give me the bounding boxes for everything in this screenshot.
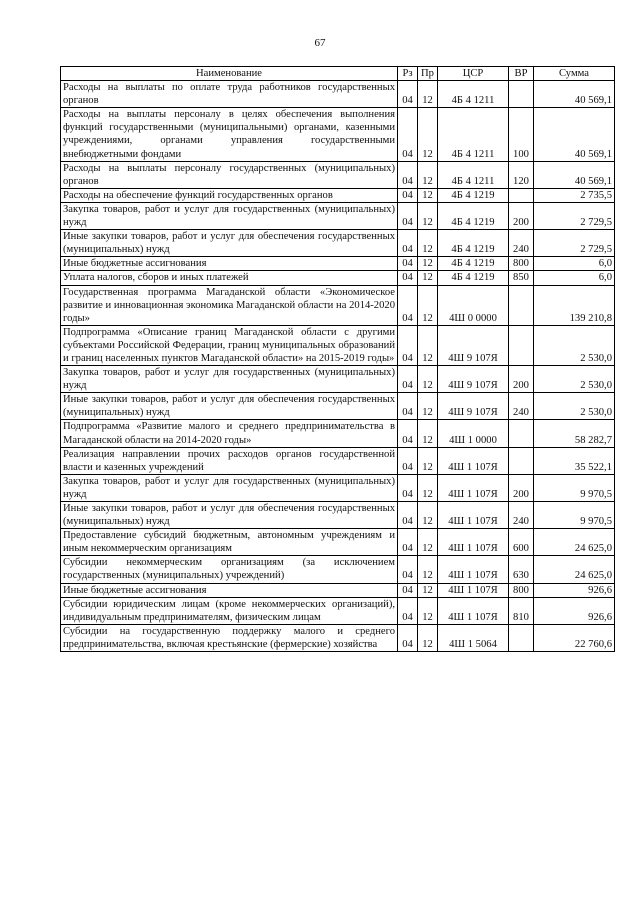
table-row	[61, 583, 615, 597]
table-row	[61, 188, 615, 202]
cell-pr: 12	[418, 81, 438, 108]
table-row	[61, 285, 615, 325]
header-rz: Рз	[398, 67, 418, 81]
cell-sum: 2 530,0	[534, 366, 615, 393]
cell-pr: 12	[418, 447, 438, 474]
cell-name: Иные закупки товаров, работ и услуг для обеспечения государственных (муниципальных) нужд	[61, 393, 398, 420]
cell-name: Закупка товаров, работ и услуг для государственных (муниципальных) нужд	[61, 474, 398, 501]
cell-pr: 12	[418, 583, 438, 597]
cell-vr: 810	[509, 597, 534, 624]
cell-vr	[509, 325, 534, 365]
cell-rz: 04	[398, 366, 418, 393]
cell-vr: 200	[509, 202, 534, 229]
table-row	[61, 161, 615, 188]
table-row	[61, 230, 615, 257]
cell-sum: 2 729,5	[534, 230, 615, 257]
cell-rz: 04	[398, 188, 418, 202]
table-row	[61, 271, 615, 285]
cell-pr: 12	[418, 474, 438, 501]
cell-name: Субсидии некоммерческим организациям (за исключением государственных (муниципальных) учреждений)	[61, 556, 398, 583]
cell-sum: 6,0	[534, 271, 615, 285]
table-row	[61, 202, 615, 229]
table-row	[61, 393, 615, 420]
cell-csr: 4Ш 1 5064	[438, 624, 509, 651]
cell-sum: 2 735,5	[534, 188, 615, 202]
cell-pr: 12	[418, 271, 438, 285]
cell-csr: 4Ш 1 107Я	[438, 556, 509, 583]
cell-sum: 24 625,0	[534, 556, 615, 583]
cell-name: Реализация направлении прочих расходов органов государственной власти и казенных учреждений	[61, 447, 398, 474]
cell-pr: 12	[418, 502, 438, 529]
header-sum: Сумма	[534, 67, 615, 81]
table-header-row	[61, 67, 615, 81]
cell-vr	[509, 420, 534, 447]
cell-vr	[509, 81, 534, 108]
budget-table	[60, 66, 615, 652]
cell-vr: 240	[509, 502, 534, 529]
cell-rz: 04	[398, 583, 418, 597]
cell-name: Субсидии юридическим лицам (кроме некоммерческих организаций), индивидуальным предпринимателям, физическим лицам	[61, 597, 398, 624]
cell-pr: 12	[418, 257, 438, 271]
cell-sum: 2 729,5	[534, 202, 615, 229]
cell-sum: 22 760,6	[534, 624, 615, 651]
header-csr: ЦСР	[438, 67, 509, 81]
cell-csr: 4Ш 1 107Я	[438, 447, 509, 474]
cell-rz: 04	[398, 447, 418, 474]
cell-csr: 4Ш 1 107Я	[438, 474, 509, 501]
cell-csr: 4Б 4 1211	[438, 161, 509, 188]
cell-name: Расходы на выплаты персоналу государственных (муниципальных) органов	[61, 161, 398, 188]
cell-csr: 4Б 4 1219	[438, 188, 509, 202]
cell-pr: 12	[418, 624, 438, 651]
cell-vr: 200	[509, 474, 534, 501]
table-row	[61, 325, 615, 365]
cell-rz: 04	[398, 624, 418, 651]
table-row	[61, 529, 615, 556]
cell-pr: 12	[418, 325, 438, 365]
cell-pr: 12	[418, 202, 438, 229]
header-vr: ВР	[509, 67, 534, 81]
cell-name: Расходы на выплаты персоналу в целях обеспечения выполнения функций государственными (муниципальными) органами, казенными учреждениями, органами управления государственными внебюджетными фондами	[61, 108, 398, 161]
cell-vr: 100	[509, 108, 534, 161]
cell-pr: 12	[418, 556, 438, 583]
cell-name: Субсидии на государственную поддержку малого и среднего предпринимательства, включая крестьянские (фермерские) хозяйства	[61, 624, 398, 651]
header-name: Наименование	[61, 67, 398, 81]
table-row	[61, 597, 615, 624]
cell-sum: 2 530,0	[534, 325, 615, 365]
cell-name: Подпрограмма «Развитие малого и среднего предпринимательства в Магаданской области на 2014-2020 годы»	[61, 420, 398, 447]
cell-sum: 139 210,8	[534, 285, 615, 325]
cell-pr: 12	[418, 161, 438, 188]
cell-vr	[509, 188, 534, 202]
cell-sum: 2 530,0	[534, 393, 615, 420]
cell-csr: 4Ш 1 107Я	[438, 583, 509, 597]
cell-name: Подпрограмма «Описание границ Магаданской области с другими субъектами Российской Федерации, границ муниципальных образований и границ населенных пунктов Магаданской области» на 2015-2019 годы»	[61, 325, 398, 365]
cell-vr: 800	[509, 583, 534, 597]
cell-pr: 12	[418, 366, 438, 393]
cell-vr: 800	[509, 257, 534, 271]
cell-csr: 4Ш 9 107Я	[438, 366, 509, 393]
cell-rz: 04	[398, 81, 418, 108]
cell-csr: 4Ш 1 107Я	[438, 597, 509, 624]
cell-csr: 4Б 4 1219	[438, 230, 509, 257]
cell-rz: 04	[398, 325, 418, 365]
cell-name: Иные закупки товаров, работ и услуг для обеспечения государственных (муниципальных) нужд	[61, 230, 398, 257]
cell-sum: 40 569,1	[534, 161, 615, 188]
table-row	[61, 502, 615, 529]
cell-csr: 4Б 4 1211	[438, 108, 509, 161]
cell-sum: 9 970,5	[534, 502, 615, 529]
cell-csr: 4Б 4 1219	[438, 257, 509, 271]
table-body	[61, 81, 615, 652]
cell-name: Иные бюджетные ассигнования	[61, 583, 398, 597]
page-number: 67	[314, 37, 326, 49]
cell-name: Государственная программа Магаданской области «Экономическое развитие и инновационная экономика Магаданской области на 2014-2020 годы»	[61, 285, 398, 325]
cell-rz: 04	[398, 202, 418, 229]
cell-rz: 04	[398, 502, 418, 529]
cell-csr: 4Ш 1 107Я	[438, 502, 509, 529]
table-row	[61, 447, 615, 474]
cell-rz: 04	[398, 529, 418, 556]
table-row	[61, 624, 615, 651]
cell-pr: 12	[418, 529, 438, 556]
cell-csr: 4Ш 0 0000	[438, 285, 509, 325]
cell-sum: 40 569,1	[534, 81, 615, 108]
cell-sum: 926,6	[534, 583, 615, 597]
cell-rz: 04	[398, 161, 418, 188]
cell-csr: 4Ш 9 107Я	[438, 393, 509, 420]
cell-csr: 4Б 4 1219	[438, 202, 509, 229]
cell-name: Расходы на обеспечение функций государственных органов	[61, 188, 398, 202]
cell-name: Закупка товаров, работ и услуг для государственных (муниципальных) нужд	[61, 202, 398, 229]
cell-pr: 12	[418, 188, 438, 202]
table-row	[61, 420, 615, 447]
cell-vr: 200	[509, 366, 534, 393]
cell-sum: 35 522,1	[534, 447, 615, 474]
header-pr: Пр	[418, 67, 438, 81]
cell-rz: 04	[398, 285, 418, 325]
cell-rz: 04	[398, 393, 418, 420]
cell-pr: 12	[418, 597, 438, 624]
cell-vr	[509, 447, 534, 474]
table-row	[61, 108, 615, 161]
cell-sum: 24 625,0	[534, 529, 615, 556]
cell-rz: 04	[398, 474, 418, 501]
cell-rz: 04	[398, 108, 418, 161]
cell-name: Закупка товаров, работ и услуг для государственных (муниципальных) нужд	[61, 366, 398, 393]
table-row	[61, 81, 615, 108]
cell-rz: 04	[398, 230, 418, 257]
cell-sum: 926,6	[534, 597, 615, 624]
cell-vr: 600	[509, 529, 534, 556]
cell-csr: 4Ш 9 107Я	[438, 325, 509, 365]
cell-name: Предоставление субсидий бюджетным, автономным учреждениям и иным некоммерческим организациям	[61, 529, 398, 556]
cell-vr: 630	[509, 556, 534, 583]
cell-rz: 04	[398, 257, 418, 271]
cell-csr: 4Ш 1 107Я	[438, 529, 509, 556]
cell-name: Уплата налогов, сборов и иных платежей	[61, 271, 398, 285]
cell-pr: 12	[418, 393, 438, 420]
cell-rz: 04	[398, 597, 418, 624]
cell-sum: 6,0	[534, 257, 615, 271]
cell-csr: 4Ш 1 0000	[438, 420, 509, 447]
cell-vr	[509, 285, 534, 325]
cell-csr: 4Б 4 1219	[438, 271, 509, 285]
cell-vr	[509, 624, 534, 651]
table-row	[61, 366, 615, 393]
cell-vr: 240	[509, 393, 534, 420]
cell-pr: 12	[418, 285, 438, 325]
cell-csr: 4Б 4 1211	[438, 81, 509, 108]
cell-name: Иные закупки товаров, работ и услуг для обеспечения государственных (муниципальных) нужд	[61, 502, 398, 529]
cell-sum: 40 569,1	[534, 108, 615, 161]
cell-pr: 12	[418, 420, 438, 447]
cell-name: Иные бюджетные ассигнования	[61, 257, 398, 271]
table-row	[61, 556, 615, 583]
table-row	[61, 257, 615, 271]
cell-sum: 58 282,7	[534, 420, 615, 447]
cell-vr: 120	[509, 161, 534, 188]
table-row	[61, 474, 615, 501]
cell-name: Расходы на выплаты по оплате труда работников государственных органов	[61, 81, 398, 108]
cell-rz: 04	[398, 556, 418, 583]
cell-vr: 850	[509, 271, 534, 285]
cell-rz: 04	[398, 271, 418, 285]
cell-pr: 12	[418, 108, 438, 161]
cell-vr: 240	[509, 230, 534, 257]
cell-pr: 12	[418, 230, 438, 257]
cell-rz: 04	[398, 420, 418, 447]
cell-sum: 9 970,5	[534, 474, 615, 501]
